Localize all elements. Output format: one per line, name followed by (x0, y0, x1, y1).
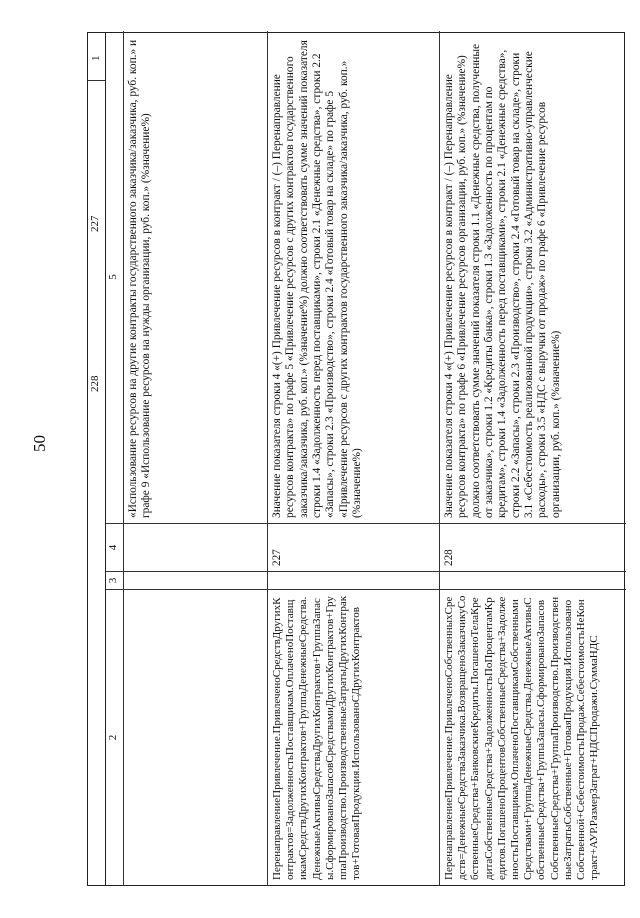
row-number-228: 228 (89, 375, 101, 392)
table-row-0-col2 (124, 589, 268, 885)
header-cell-4: 4 (106, 523, 124, 571)
column-1-values (87, 32, 105, 886)
table-row-227-description: Значение показателя строки 4 «(+) Привлечение ресурсов в контракт / (–) Перенаправление ресурсов контракта» по графе 5 «Привлечение ресурсов с других контрактов государственного заказчика/заказчика, руб. коп.» (%значение%) должно соответствовать сумме значений показателя строки 1.4 «Задолженность перед поставщиками», строки 2.1 «Денежные средства», строки 2.2 «Запасы», строки 2.3 «Производство», строки 2.4 «Готовый товар на складе» по графе 5 «Привлечение ресурсов с других контрактов государственного заказчика/заказчика, руб. коп.» (%значение%) (268, 31, 440, 523)
header-label-1: 1 (90, 55, 102, 61)
page-number: 50 (30, 435, 49, 452)
header-cell-5: 5 (106, 31, 124, 523)
table-row-228-formula: ПеренаправлениеПривлечение.ПривлеченоСобственныхСредств=ДенежныеСредстваЗаказчика.ВозвращеноЗаказчикуСобственныеСредства+БанковскиеКредиты.ПогашеноТелаКредитаСобственныеСредства+ЗадолженностьПоПроцентамКредитов.ПогашеноПроцентовСобственныеСредства+ЗадолженностьПоставщикам.ОплаченоПоставщикамСобственнымиСредствами+ГруппаДенежныеСредства.ДенежныеАктивыСобственныеСредства+ГруппаЗапасы.СформированоЗапасовСобственныеСредства+ГруппаПроизводство.ПроизводственныеЗатратыСобственные+ГотоваяПродукция.ИспользованоСобственной+СебестоимостьПродаж.СебестоимостьНеКонтракт+АУР.РазмерЗатрат+НДСПродажи.СуммаНДС (440, 589, 626, 885)
table-row-0-col4 (124, 523, 268, 571)
table-row-228-code: 228 (440, 523, 626, 571)
table-row-228-description: Значение показателя строки 4 «(+) Привлечение ресурсов в контракт / (–) Перенаправление ресурсов контракта» по графе 6 «Привлечение ресурсов организации, руб. коп.» (%значение%) должно соответствовать сумме значений показателя строки 1.1 «Денежные средства, полученные от заказчика», строки 1.2 «Кредиты банка», строки 1.3 «Задолженность по процентам по кредитам», строки 1.4 «Задолженность перед поставщиками», строки 2.1 «Денежные средства», строки 2.2 «Запасы», строки 2.3 «Производство», строки 2.4 «Готовый товар на складе», строки 3.1 «Себестоимость реализованной продукции», строки 3.2 «Административно-управленческие расходы», строки 3.5 «НДС с выручки от продаж» по графе 6 «Привлечение ресурсов организации, руб. коп.» (%значение%) (443, 43, 562, 518)
table-row-227-formula: ПеренаправлениеПривлечение.ПривлеченоСредствДругихКонтрактов=ЗадолженностьПоставщикам.ОплаченоПоставщикамСредствДругихКонтрактов+ГруппаДенежныеСредства.ДенежныеАктивыСредстваДругихКонтрактов+ГруппаЗапасы.СформированоЗапасовСредствамиДругихКонтрактов+ГруппаПроизводство.ПроизводственныеЗатратыДругихКонтрактов+ГотоваяПродукция.ИспользованоСДругихКонтрактов (268, 589, 440, 885)
row-number-227: 227 (89, 215, 101, 232)
requirements-table (105, 32, 625, 886)
table-row-228-col3 (440, 571, 626, 589)
table-row-227-code: 227 (268, 523, 440, 571)
table-row-0-col5: «Использование ресурсов на другие контракты государственного заказчика/заказчика, руб. коп.» и графе 9 «Использование ресурсов на нужды организации, руб. коп.» (%значение%) (124, 31, 268, 523)
table-row-0-col3 (124, 571, 268, 589)
header-cell-2: 2 (106, 589, 124, 885)
header-cell-3: 3 (106, 571, 124, 589)
table-row-227-col3 (268, 571, 440, 589)
